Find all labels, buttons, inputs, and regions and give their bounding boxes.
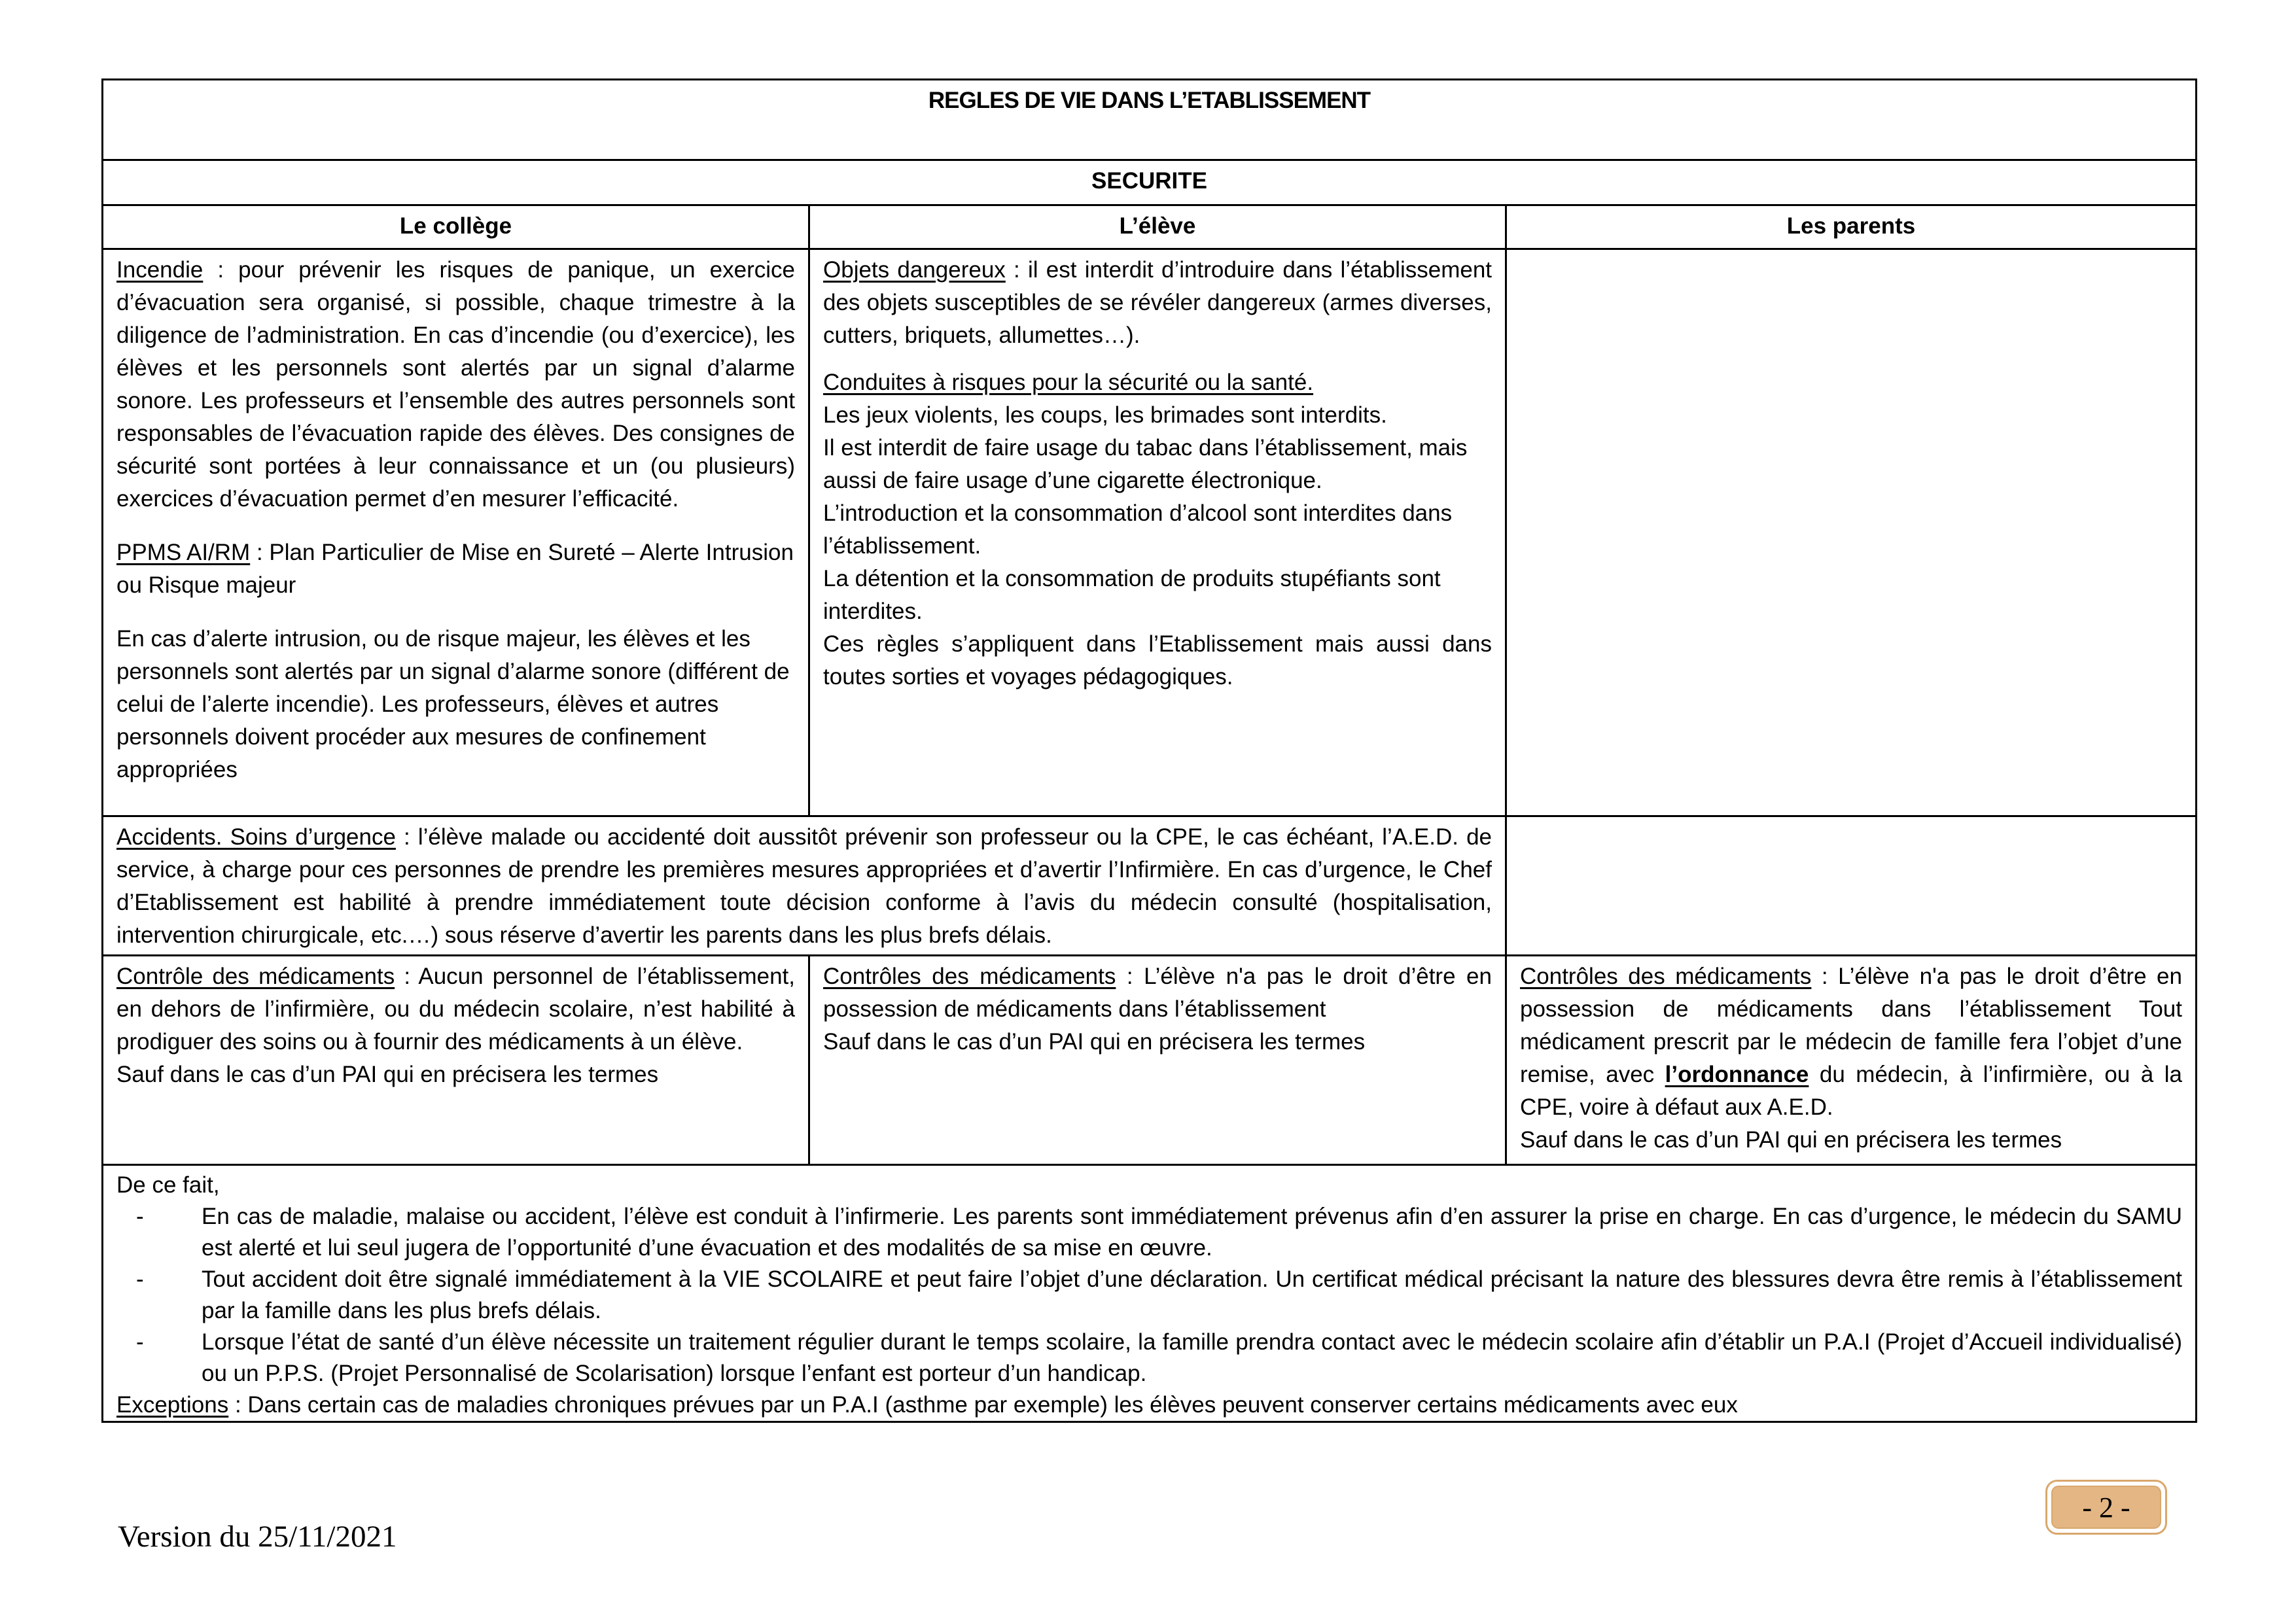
ppms-heading: PPMS AI/RM <box>116 540 251 565</box>
objets-heading: Objets dangereux <box>823 257 1006 283</box>
exceptions-heading: Exceptions <box>116 1392 229 1418</box>
eleve-sentence: L’introduction et la consommation d’alcool sont interdites dans l’établissement. <box>823 500 1453 559</box>
incendie-text: : pour prévenir les risques de panique, un exercice d’évacuation sera organisé, si possible, chaque trimestre à la diligence de l’administration. En cas d’incendie (ou d’exercice), les élèves et les personnels sont alertés par un signal d’alarme sonore. Les professeurs et l’ensemble des autres personnels sont responsables de l’évacuation rapide des élèves. Des consignes de sécurité sont portées à leur connaissance et un (ou plusieurs) exercices d’évacuation permet d’en mesurer l’efficacité. <box>116 257 795 512</box>
bullet-dash: - <box>136 1329 144 1355</box>
college-meds-heading: Contrôle des médicaments <box>116 964 395 989</box>
ppms-text: : Plan Particulier de Mise en Sureté – Alerte Intrusion ou Risque majeur <box>116 540 794 598</box>
eleve-meds-text: : L’élève n'a pas le droit d’être en possession de médicaments dans l’établissement <box>823 964 1492 1022</box>
column-header-college: Le collège <box>103 205 809 249</box>
bullet-text: En cas de maladie, malaise ou accident, l’élève est conduit à l’infirmerie. Les parents sont immédiatement prévenus afin d’en assurer la prise en charge. En cas d’urgence, le médecin du SAMU est alerté et lui seul jugera de l’opportunité d’une évacuation et des modalités de sa mise en œuvre. <box>202 1204 2182 1261</box>
incendie-paragraph <box>116 254 795 515</box>
consequences-row <box>103 1165 2197 1422</box>
medication-row <box>103 956 2197 1165</box>
college-safety-cell <box>103 249 809 816</box>
incendie-heading: Incendie <box>116 257 203 283</box>
parents-accidents-cell-empty <box>1506 816 2197 956</box>
parents-medication-cell <box>1506 956 2197 1165</box>
parents-meds-text-after: du médecin, à l’infirmière, ou à la CPE, voire à défaut aux A.E.D. <box>1520 1062 2182 1120</box>
parents-safety-cell-empty <box>1506 249 2197 816</box>
eleve-sentence: Il est interdit de faire usage du tabac dans l’établissement, mais aussi de faire usage d’une cigarette électronique. <box>823 435 1468 493</box>
eleve-medication-cell <box>809 956 1506 1165</box>
column-header-parents: Les parents <box>1506 205 2197 249</box>
section-row <box>103 160 2197 205</box>
eleve-sentence: Ces règles s’appliquent dans l’Etablissement mais aussi dans toutes sorties et voyages pédagogiques. <box>823 631 1492 689</box>
safety-row <box>103 249 2197 816</box>
accidents-cell <box>103 816 1506 956</box>
eleve-meds-heading: Contrôles des médicaments <box>823 964 1116 989</box>
exceptions-paragraph <box>116 1389 2182 1421</box>
document-title: REGLES DE VIE DANS L’ETABLISSEMENT <box>103 80 2197 160</box>
bullet-dash: - <box>136 1204 144 1229</box>
conduites-heading: Conduites à risques pour la sécurité ou la santé. <box>823 370 1314 395</box>
bullet-text: Tout accident doit être signalé immédiatement à la VIE SCOLAIRE et peut faire l’objet d’une déclaration. Un certificat médical précisant la nature des blessures devra être remis à l’établissement par la famille dans les plus brefs délais. <box>202 1266 2182 1323</box>
consequences-intro: De ce fait, <box>116 1172 220 1198</box>
accidents-row <box>103 816 2197 956</box>
page-number-badge <box>2045 1480 2167 1535</box>
consequences-cell <box>103 1165 2197 1422</box>
parents-meds-text: : L’élève n'a pas le droit d’être en possession de médicaments dans l’établissement Tout médicament prescrit par le médecin de famille fera l’objet d’une remise, avec <box>1520 964 2182 1087</box>
accidents-heading: Accidents. Soins d’urgence <box>116 824 396 850</box>
eleve-meds-note: Sauf dans le cas d’un PAI qui en précisera les termes <box>823 1029 1366 1055</box>
eleve-safety-cell <box>809 249 1506 816</box>
exceptions-text: : Dans certain cas de maladies chroniques prévues par un P.A.I (asthme par exemple) les élèves peuvent conserver certains médicaments avec eux <box>228 1392 1738 1418</box>
bullet-text: Lorsque l’état de santé d’un élève nécessite un traitement régulier durant le temps scolaire, la famille prendra contact avec le médecin scolaire afin d’établir un P.A.I (Projet d’Accueil individualisé) ou un P.P.S. (Projet Personnalisé de Scolarisation) lorsque l’enfant est porteur d’un handicap. <box>202 1329 2182 1386</box>
parents-meds-note: Sauf dans le cas d’un PAI qui en précisera les termes <box>1520 1127 2062 1153</box>
consequences-bullet-list <box>116 1201 2182 1389</box>
page-number: - 2 - <box>2051 1486 2161 1529</box>
list-item <box>116 1264 2182 1327</box>
eleve-sentence: La détention et la consommation de produits stupéfiants sont interdites. <box>823 566 1441 624</box>
rules-table <box>101 79 2197 1423</box>
column-header-eleve: L’élève <box>809 205 1506 249</box>
college-meds-note: Sauf dans le cas d’un PAI qui en précisera les termes <box>116 1062 659 1087</box>
college-medication-cell <box>103 956 809 1165</box>
list-item <box>116 1327 2182 1389</box>
parents-meds-heading: Contrôles des médicaments <box>1520 964 1812 989</box>
ppms-paragraph <box>116 536 795 602</box>
bullet-dash: - <box>136 1266 144 1292</box>
title-row <box>103 80 2197 160</box>
eleve-sentence: Les jeux violents, les coups, les brimades sont interdits. <box>823 402 1387 428</box>
list-item <box>116 1201 2182 1264</box>
section-title: SECURITE <box>103 160 2197 205</box>
parents-meds-paragraph <box>1520 960 2182 1124</box>
conduites-heading-line <box>823 366 1492 399</box>
accidents-text: : l’élève malade ou accidenté doit aussitôt prévenir son professeur ou la CPE, le cas échéant, l’A.E.D. de service, à charge pour ces personnes de prendre les premières mesures appropriées et d’avertir l’Infirmière. En cas d’urgence, le Chef d’Etablissement est habilité à prendre immédiatement toute décision conforme à l’avis du médecin consulté (hospitalisation, intervention chirurgicale, etc.…) sous réserve d’avertir les parents dans les plus brefs délais. <box>116 824 1492 948</box>
ordonnance-emphasis: l’ordonnance <box>1665 1062 1809 1087</box>
alerte-paragraph: En cas d’alerte intrusion, ou de risque majeur, les élèves et les personnels sont alertés par un signal d’alarme sonore (différent de celui de l’alerte incendie). Les professeurs, élèves et autres personnels doivent procéder aux mesures de confinement appropriées <box>116 626 790 782</box>
version-label: Version du 25/11/2021 <box>118 1520 397 1554</box>
eleve-meds-paragraph <box>823 960 1492 1026</box>
objets-paragraph <box>823 254 1492 352</box>
college-meds-paragraph <box>116 960 795 1058</box>
college-meds-text: : Aucun personnel de l’établissement, en dehors de l’infirmière, ou du médecin scolaire, n’est habilité à prodiguer des soins ou à fournir des médicaments à un élève. <box>116 964 796 1055</box>
accidents-paragraph <box>116 821 1492 952</box>
objets-text: : il est interdit d’introduire dans l’établissement des objets susceptibles de se révéler dangereux (armes diverses, cutters, briquets, allumettes…). <box>823 257 1492 348</box>
column-header-row <box>103 205 2197 249</box>
